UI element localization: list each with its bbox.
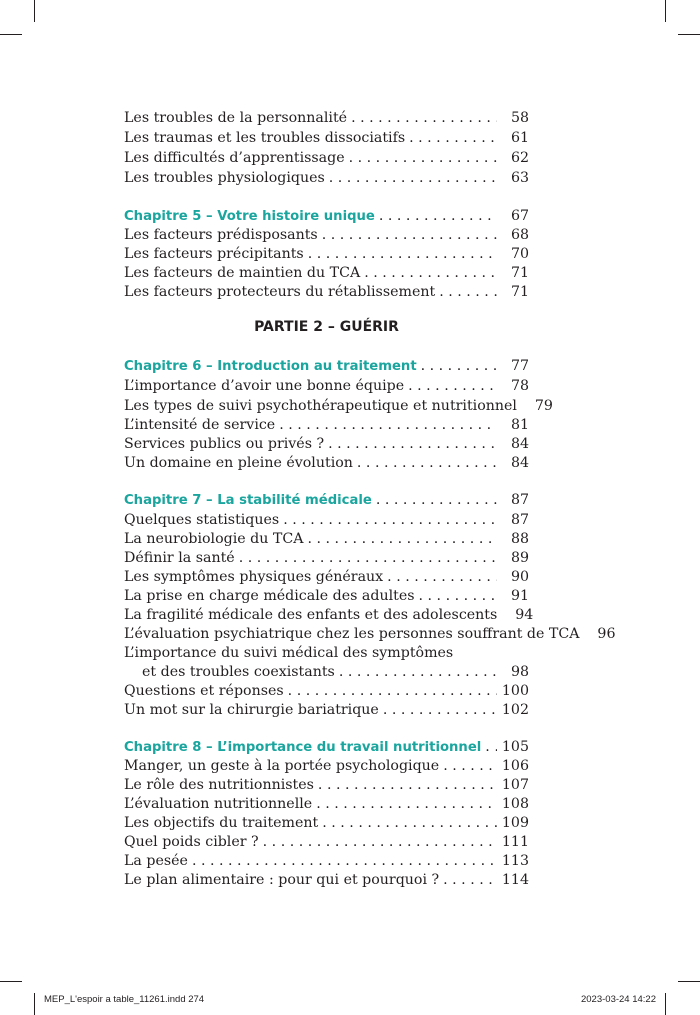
toc-entry-title: Les facteurs de maintien du TCA bbox=[124, 265, 361, 281]
toc-entry-title: Les objectifs du traitement bbox=[124, 815, 319, 831]
toc-entry-page: 108 bbox=[501, 796, 529, 812]
dot-leader bbox=[307, 529, 497, 549]
toc-entry-page: 96 bbox=[597, 626, 616, 642]
crop-mark bbox=[34, 0, 35, 22]
toc-entry-title: Les troubles physiologiques bbox=[124, 170, 325, 186]
toc-entry-page: 87 bbox=[510, 512, 529, 528]
toc-entry-title: Les facteurs protecteurs du rétablissement bbox=[124, 284, 436, 300]
slug-file-info: MEP_L'espoir a table_11261.indd 274 bbox=[44, 994, 205, 1005]
dot-leader bbox=[379, 206, 497, 226]
toc-chapter-5[interactable] bbox=[124, 206, 529, 226]
chapter-page: 87 bbox=[510, 492, 529, 508]
toc-entry-page: 102 bbox=[501, 702, 529, 718]
chapter-page: 67 bbox=[510, 208, 529, 224]
toc-entry-page: 107 bbox=[501, 777, 529, 793]
toc-entry-title: Manger, un geste à la portée psychologique bbox=[124, 758, 440, 774]
toc-entry[interactable] bbox=[124, 148, 529, 168]
toc-entry[interactable] bbox=[124, 756, 529, 776]
toc-entry[interactable] bbox=[124, 168, 529, 188]
toc-entry-page: 89 bbox=[510, 550, 529, 566]
toc-entry-page: 71 bbox=[510, 284, 529, 300]
toc-entry-title: Questions et réponses bbox=[124, 683, 284, 699]
toc-entry-page: 78 bbox=[510, 378, 529, 394]
toc-entry-title: Les symptômes physiques généraux bbox=[124, 569, 384, 585]
toc-entry-title-line1: L’importance du suivi médical des symptômes bbox=[124, 645, 454, 661]
toc-entry[interactable] bbox=[124, 376, 529, 396]
toc-entry-title: L’importance d’avoir une bonne équipe bbox=[124, 378, 405, 394]
toc-entry-page: 106 bbox=[501, 758, 529, 774]
toc-entry-page: 79 bbox=[534, 398, 553, 414]
toc-entry[interactable] bbox=[124, 225, 529, 245]
dot-leader bbox=[192, 851, 497, 871]
toc-entry[interactable] bbox=[124, 263, 529, 283]
toc-entry[interactable] bbox=[124, 870, 529, 890]
dot-leader bbox=[239, 548, 497, 568]
chapter-title: Chapitre 6 – Introduction au traitement bbox=[124, 359, 417, 374]
toc-entry-title: Les traumas et les troubles dissociatifs bbox=[124, 130, 406, 146]
toc-entry[interactable] bbox=[124, 128, 529, 148]
toc-entry[interactable] bbox=[124, 813, 529, 833]
toc-entry[interactable] bbox=[124, 586, 529, 606]
dot-leader bbox=[263, 832, 497, 852]
toc-entry-title: L’évaluation psychiatrique chez les personnes souffrant de TCA bbox=[124, 626, 580, 642]
toc-entry[interactable] bbox=[124, 851, 529, 871]
toc-entry-title-line2: et des troubles coexistants bbox=[142, 664, 335, 680]
dot-leader bbox=[364, 263, 497, 283]
toc-entry-title: Quel poids cibler ? bbox=[124, 834, 259, 850]
toc-entry-title: La fragilité médicale des enfants et des adolescents bbox=[124, 607, 498, 623]
chapter-title: Chapitre 7 – La stabilité médicale bbox=[124, 493, 372, 508]
dot-leader bbox=[308, 244, 497, 264]
toc-entry-page: 109 bbox=[501, 815, 529, 831]
toc-entry[interactable] bbox=[124, 624, 616, 644]
toc-entry[interactable] bbox=[124, 794, 529, 814]
dot-leader bbox=[383, 700, 497, 720]
toc-entry-continuation[interactable] bbox=[142, 662, 529, 682]
dot-leader bbox=[322, 225, 497, 245]
dot-leader bbox=[439, 282, 497, 302]
chapter-page: 105 bbox=[501, 739, 529, 755]
dot-leader bbox=[421, 356, 497, 376]
toc-entry-title: Définir la santé bbox=[124, 550, 235, 566]
dot-leader bbox=[409, 128, 497, 148]
dot-leader bbox=[351, 108, 497, 128]
toc-entry-title: Services publics ou privés ? bbox=[124, 436, 325, 452]
dot-leader bbox=[328, 434, 497, 454]
toc-entry-page: 81 bbox=[510, 417, 529, 433]
toc-entry[interactable] bbox=[124, 415, 529, 435]
dot-leader bbox=[387, 567, 497, 587]
toc-chapter-6[interactable] bbox=[124, 356, 529, 376]
dot-leader bbox=[288, 681, 497, 701]
dot-leader bbox=[485, 737, 497, 757]
toc-entry-page: 61 bbox=[510, 130, 529, 146]
slug-date-time: 2023-03-24 14:22 bbox=[580, 994, 656, 1005]
toc-entry[interactable] bbox=[124, 396, 553, 416]
toc-entry-title: L’intensité de service bbox=[124, 417, 276, 433]
dot-leader bbox=[443, 756, 497, 776]
toc-entry-title: Les difficultés d’apprentissage bbox=[124, 150, 345, 166]
crop-mark bbox=[665, 0, 666, 22]
chapter-title: Chapitre 8 – L’importance du travail nutritionnel bbox=[124, 740, 482, 755]
dot-leader bbox=[443, 870, 497, 890]
toc-entry[interactable] bbox=[124, 434, 529, 454]
toc-entry-page: 88 bbox=[510, 531, 529, 547]
toc-entry-title: Les facteurs précipitants bbox=[124, 246, 304, 262]
toc-entry-page: 70 bbox=[510, 246, 529, 262]
toc-entry[interactable] bbox=[124, 108, 529, 128]
toc-entry-title: La neurobiologie du TCA bbox=[124, 531, 304, 547]
toc-entry[interactable] bbox=[124, 700, 529, 720]
crop-mark bbox=[678, 34, 700, 35]
toc-chapter-7[interactable] bbox=[124, 490, 529, 510]
toc-entry-title: Les troubles de la personnalité bbox=[124, 110, 348, 126]
crop-mark bbox=[0, 34, 22, 35]
toc-entry[interactable] bbox=[124, 567, 529, 587]
toc-entry[interactable] bbox=[124, 510, 529, 530]
toc-entry[interactable] bbox=[124, 244, 529, 264]
toc-entry-page: 90 bbox=[510, 569, 529, 585]
toc-entry-page: 62 bbox=[510, 150, 529, 166]
dot-leader bbox=[316, 794, 497, 814]
toc-entry-page: 68 bbox=[510, 227, 529, 243]
toc-entry-page: 111 bbox=[501, 834, 529, 850]
dot-leader bbox=[376, 490, 497, 510]
toc-entry-title: La prise en charge médicale des adultes bbox=[124, 588, 415, 604]
toc-entry-page: 84 bbox=[510, 455, 529, 471]
dot-leader bbox=[283, 510, 497, 530]
toc-entry-page: 63 bbox=[510, 170, 529, 186]
toc-entry-title: Le rôle des nutritionnistes bbox=[124, 777, 314, 793]
dot-leader bbox=[349, 148, 497, 168]
toc-entry-title: Le plan alimentaire : pour qui et pourquoi ? bbox=[124, 872, 440, 888]
dot-leader bbox=[357, 453, 497, 473]
part-heading: PARTIE 2 – GUÉRIR bbox=[254, 319, 399, 335]
toc-entry-page: 71 bbox=[510, 265, 529, 281]
toc-entry-page: 98 bbox=[510, 664, 529, 680]
dot-leader bbox=[329, 168, 497, 188]
chapter-page: 77 bbox=[510, 358, 529, 374]
dot-leader bbox=[318, 775, 497, 795]
toc-entry-page: 114 bbox=[501, 872, 529, 888]
toc-entry-page: 100 bbox=[501, 683, 529, 699]
dot-leader bbox=[279, 415, 497, 435]
crop-mark bbox=[678, 981, 700, 982]
toc-entry-page: 94 bbox=[515, 607, 534, 623]
toc-entry-multiline[interactable] bbox=[124, 643, 529, 663]
dot-leader bbox=[322, 813, 497, 833]
toc-entry[interactable] bbox=[124, 605, 534, 625]
toc-entry-page: 58 bbox=[510, 110, 529, 126]
toc-entry[interactable] bbox=[124, 453, 529, 473]
chapter-title: Chapitre 5 – Votre histoire unique bbox=[124, 209, 375, 224]
toc-entry-title: La pesée bbox=[124, 853, 188, 869]
toc-entry[interactable] bbox=[124, 832, 529, 852]
toc-entry-title: Un mot sur la chirurgie bariatrique bbox=[124, 702, 379, 718]
toc-entry[interactable] bbox=[124, 681, 529, 701]
toc-entry-title: Les facteurs prédisposants bbox=[124, 227, 318, 243]
dot-leader bbox=[408, 376, 497, 396]
dot-leader bbox=[339, 662, 497, 682]
toc-entry-page: 113 bbox=[501, 853, 529, 869]
toc-entry-page: 91 bbox=[510, 588, 529, 604]
toc-chapter-8[interactable] bbox=[124, 737, 529, 757]
toc-entry-title: Un domaine en pleine évolution bbox=[124, 455, 353, 471]
crop-mark bbox=[665, 993, 666, 1015]
crop-mark bbox=[0, 981, 22, 982]
toc-entry[interactable] bbox=[124, 529, 529, 549]
toc-entry[interactable] bbox=[124, 282, 529, 302]
toc-entry[interactable] bbox=[124, 775, 529, 795]
toc-entry-title: L’évaluation nutritionnelle bbox=[124, 796, 313, 812]
toc-entry[interactable] bbox=[124, 548, 529, 568]
dot-leader bbox=[419, 586, 497, 606]
toc-entry-page: 84 bbox=[510, 436, 529, 452]
toc-entry-title: Les types de suivi psychothérapeutique et nutritionnel bbox=[124, 398, 517, 414]
crop-mark bbox=[34, 993, 35, 1015]
toc-entry-title: Quelques statistiques bbox=[124, 512, 280, 528]
